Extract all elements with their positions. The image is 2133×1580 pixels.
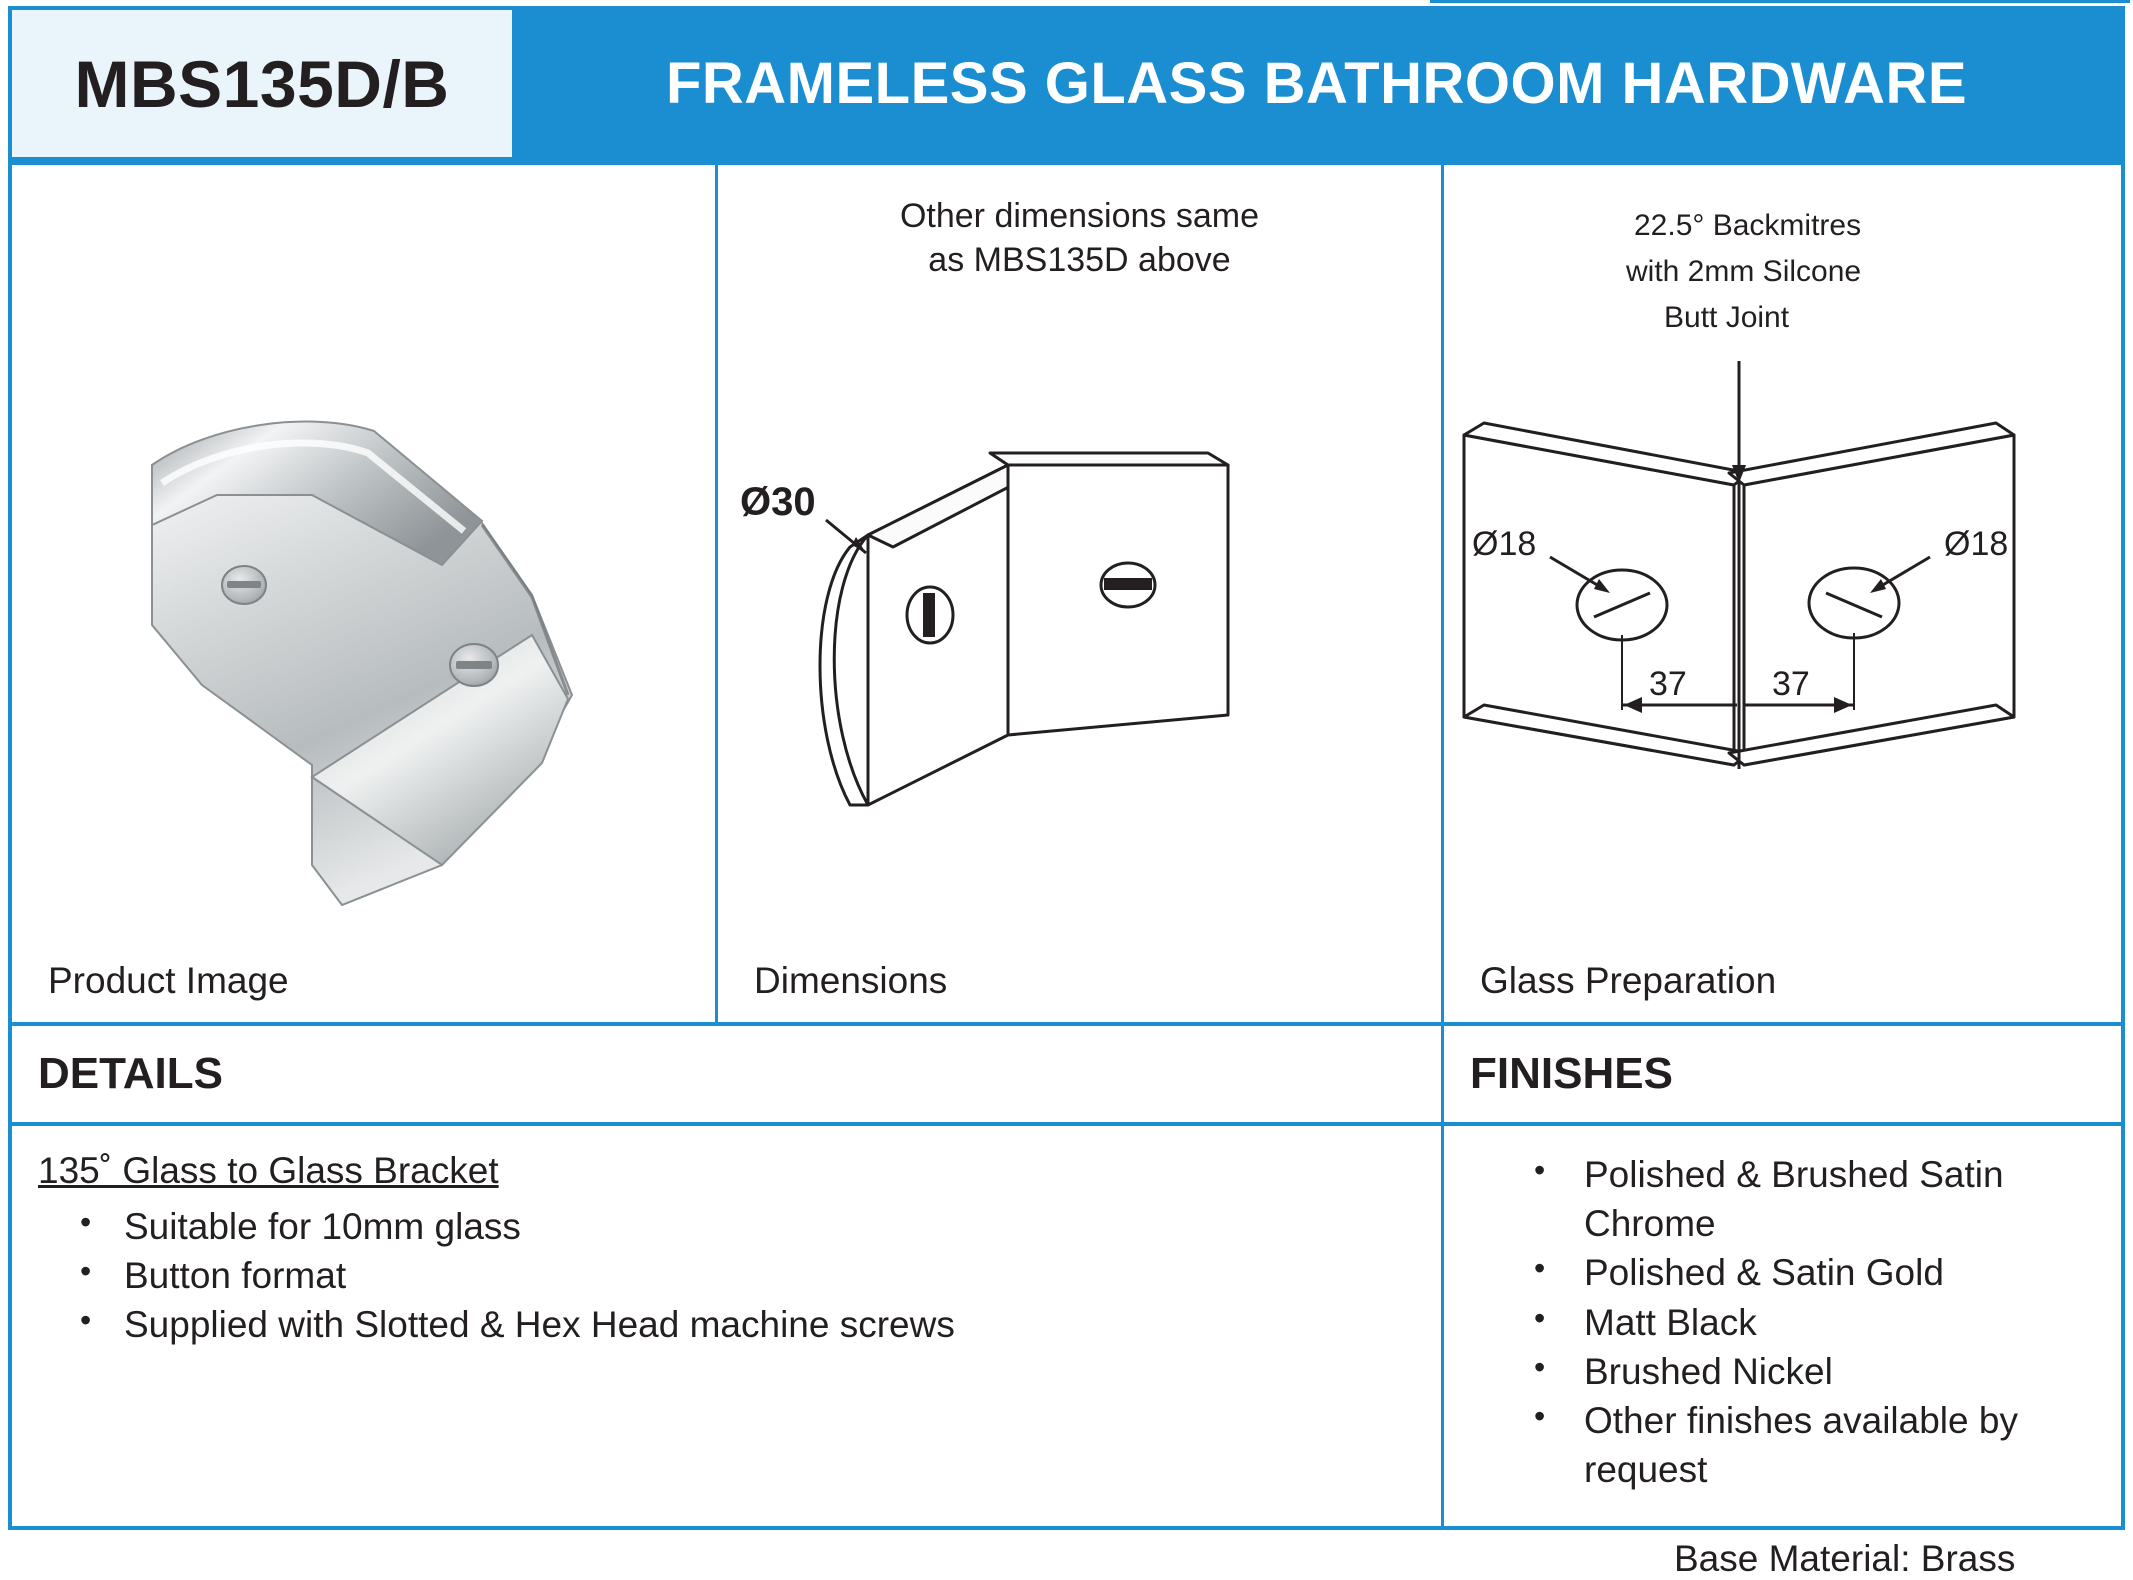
dimensions-drawing [718, 165, 1441, 932]
finishes-body-cell [1444, 1126, 2121, 1580]
product-code: MBS135D/B [74, 46, 450, 121]
list-item: • Button format [38, 1251, 1415, 1300]
product-code-box [12, 10, 512, 157]
product-image-caption: Product Image [48, 960, 289, 1001]
base-material: Base Material: Brass [1674, 1538, 2016, 1580]
dimensions-caption: Dimensions [754, 960, 948, 1001]
image-panels [8, 161, 2125, 1026]
list-item: • Polished & Satin Gold [1484, 1248, 2095, 1297]
dimensions-note-line1: Other dimensions same [899, 197, 1260, 235]
list-item: • Brushed Nickel [1484, 1347, 2095, 1396]
header-bar [8, 6, 2125, 161]
list-item: • Supplied with Slotted & Hex Head machine screws [38, 1300, 1415, 1349]
backmitre-note-line2: with 2mm Silcone [1626, 255, 1862, 288]
dim-left-37: 37 [1649, 665, 1687, 703]
list-item: • Matt Black [1484, 1298, 2095, 1347]
top-divider [1430, 0, 2130, 3]
hole-left-diameter: Ø18 [1472, 525, 1537, 563]
details-body-cell [12, 1126, 1444, 1526]
product-photo [12, 165, 715, 932]
product-image-panel [12, 165, 718, 1022]
page-title: FRAMELESS GLASS BATHROOM HARDWARE [665, 51, 1968, 116]
list-item: • Other finishes available by request [1484, 1396, 2095, 1494]
glass-preparation-panel [1444, 165, 2121, 1022]
glass-preparation-caption: Glass Preparation [1480, 960, 1777, 1001]
list-item: • Suitable for 10mm glass [38, 1202, 1415, 1251]
hole-right-diameter: Ø18 [1944, 525, 2009, 563]
dim-right-37: 37 [1772, 665, 1810, 703]
finishes-heading: FINISHES [1470, 1049, 1673, 1098]
finishes-header-cell [1444, 1026, 2121, 1122]
section-body-row [8, 1126, 2125, 1580]
details-bullet-list [38, 1202, 1415, 1350]
list-item: • Polished & Brushed Satin Chrome [1484, 1150, 2095, 1248]
backmitre-note-line1: 22.5° Backmitres [1634, 209, 1862, 242]
section-headers-row [8, 1026, 2125, 1126]
diameter-30-label: Ø30 [740, 480, 816, 524]
dimensions-panel [718, 165, 1444, 1022]
details-header-cell [12, 1026, 1444, 1122]
details-heading: DETAILS [38, 1049, 223, 1098]
backmitre-note-line3: Butt Joint [1664, 301, 1790, 334]
dimensions-note-line2: as MBS135D above [928, 240, 1231, 279]
finishes-bullet-list [1484, 1150, 2095, 1494]
details-subtitle: 135˚ Glass to Glass Bracket [38, 1150, 499, 1191]
glass-preparation-drawing [1444, 165, 2121, 932]
